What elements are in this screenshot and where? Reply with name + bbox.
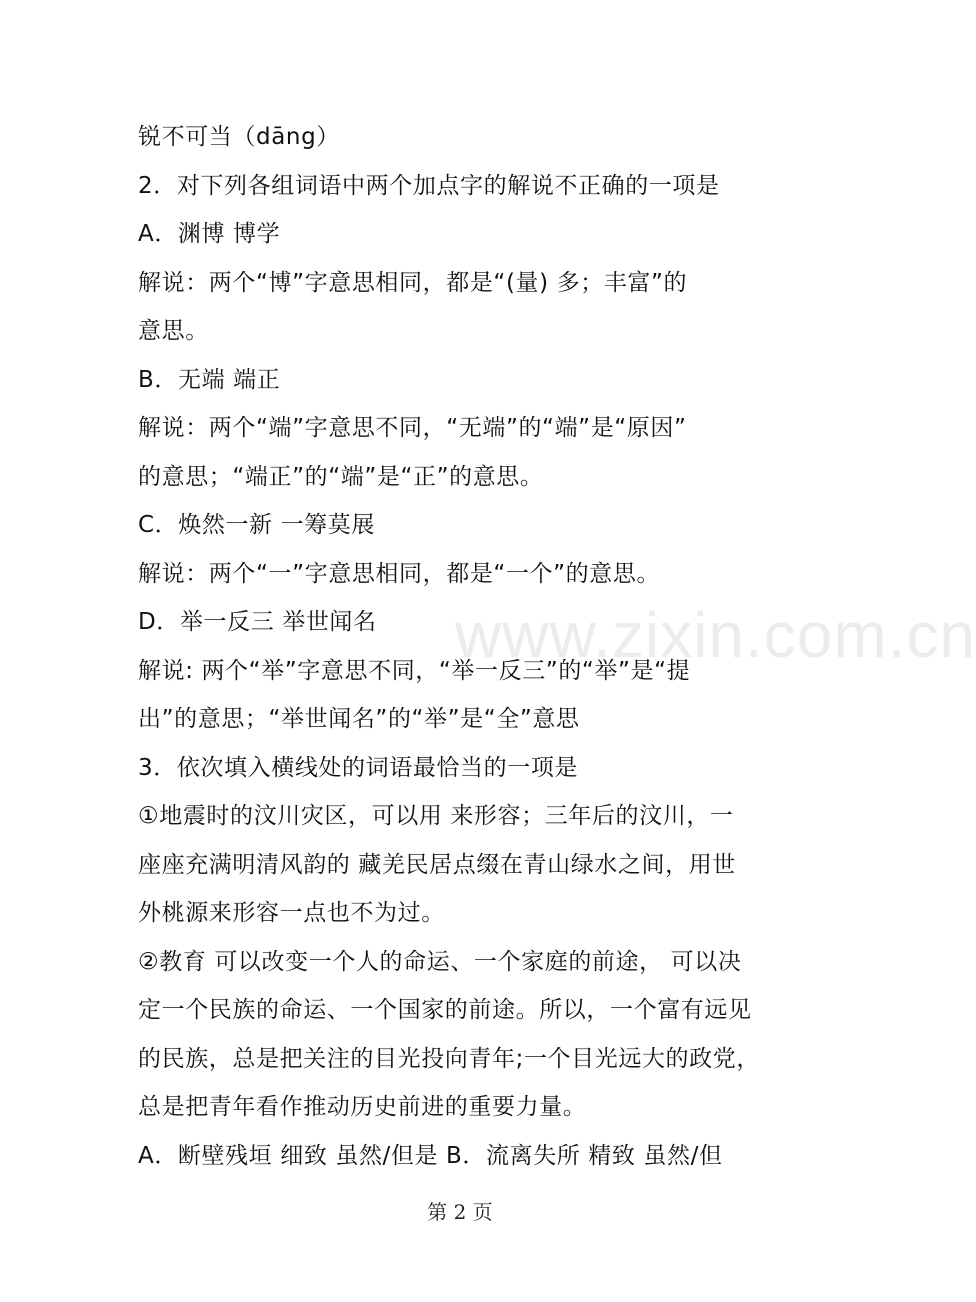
sentence-2-line-3: 的民族，总是把关注的目光投向青年;一个目光远大的政党， xyxy=(138,1045,760,1072)
option-a-explanation: 解说：两个“博”字意思相同，都是“(量) 多；丰富”的 xyxy=(138,269,688,296)
watermark: www.zixin.com.cn xyxy=(455,599,976,671)
sentence-1-line-3: 外桃源来形容一点也不为过。 xyxy=(138,900,445,926)
question-2-stem: 2．对下列各组词语中两个加点字的解说不正确的一项是 xyxy=(138,172,720,199)
option-c: C．焕然一新 一筹莫展 xyxy=(138,512,375,538)
text-line-1: 锐不可当（dāng） xyxy=(138,124,340,150)
sentence-2-line-2: 定一个民族的命运、一个国家的前途。所以，一个富有远见 xyxy=(138,997,752,1023)
page-body xyxy=(138,113,788,1180)
option-d-explanation: 解说: 两个“举”字意思不同，“举一反三”的“举”是“提 xyxy=(138,657,691,684)
page-number: 第 2 页 xyxy=(427,1200,493,1224)
answer-options-line: A．断壁残垣 细致 虽然/但是 B．流离失所 精致 虽然/但 xyxy=(138,1142,723,1169)
option-b: B．无端 端正 xyxy=(138,366,281,393)
option-a-explanation-cont: 意思。 xyxy=(138,318,209,344)
option-b-explanation-cont: 的意思；“端正”的“端”是“正”的意思。 xyxy=(138,463,544,490)
option-d: D．举一反三 举世闻名 xyxy=(138,609,377,635)
option-c-explanation: 解说：两个“一”字意思相同，都是“一个”的意思。 xyxy=(138,560,661,587)
option-a: A．渊博 博学 xyxy=(138,221,281,247)
sentence-2-line-1: ②教育 可以改变一个人的命运、一个家庭的前途， 可以决 xyxy=(138,948,742,975)
sentence-1-line-2: 座座充满明清风韵的 藏羌民居点缀在青山绿水之间，用世 xyxy=(138,851,736,878)
option-d-explanation-cont: 出”的意思；“举世闻名”的“举”是“全”意思 xyxy=(138,706,580,732)
sentence-2-line-4: 总是把青年看作推动历史前进的重要力量。 xyxy=(138,1094,587,1120)
question-3-stem: 3．依次填入横线处的词语最恰当的一项是 xyxy=(138,754,579,781)
option-b-explanation: 解说：两个“端”字意思不同，“无端”的“端”是“原因” xyxy=(138,415,687,441)
sentence-1-line-1: ①地震时的汶川灾区，可以用 来形容；三年后的汶川，一 xyxy=(138,803,734,829)
